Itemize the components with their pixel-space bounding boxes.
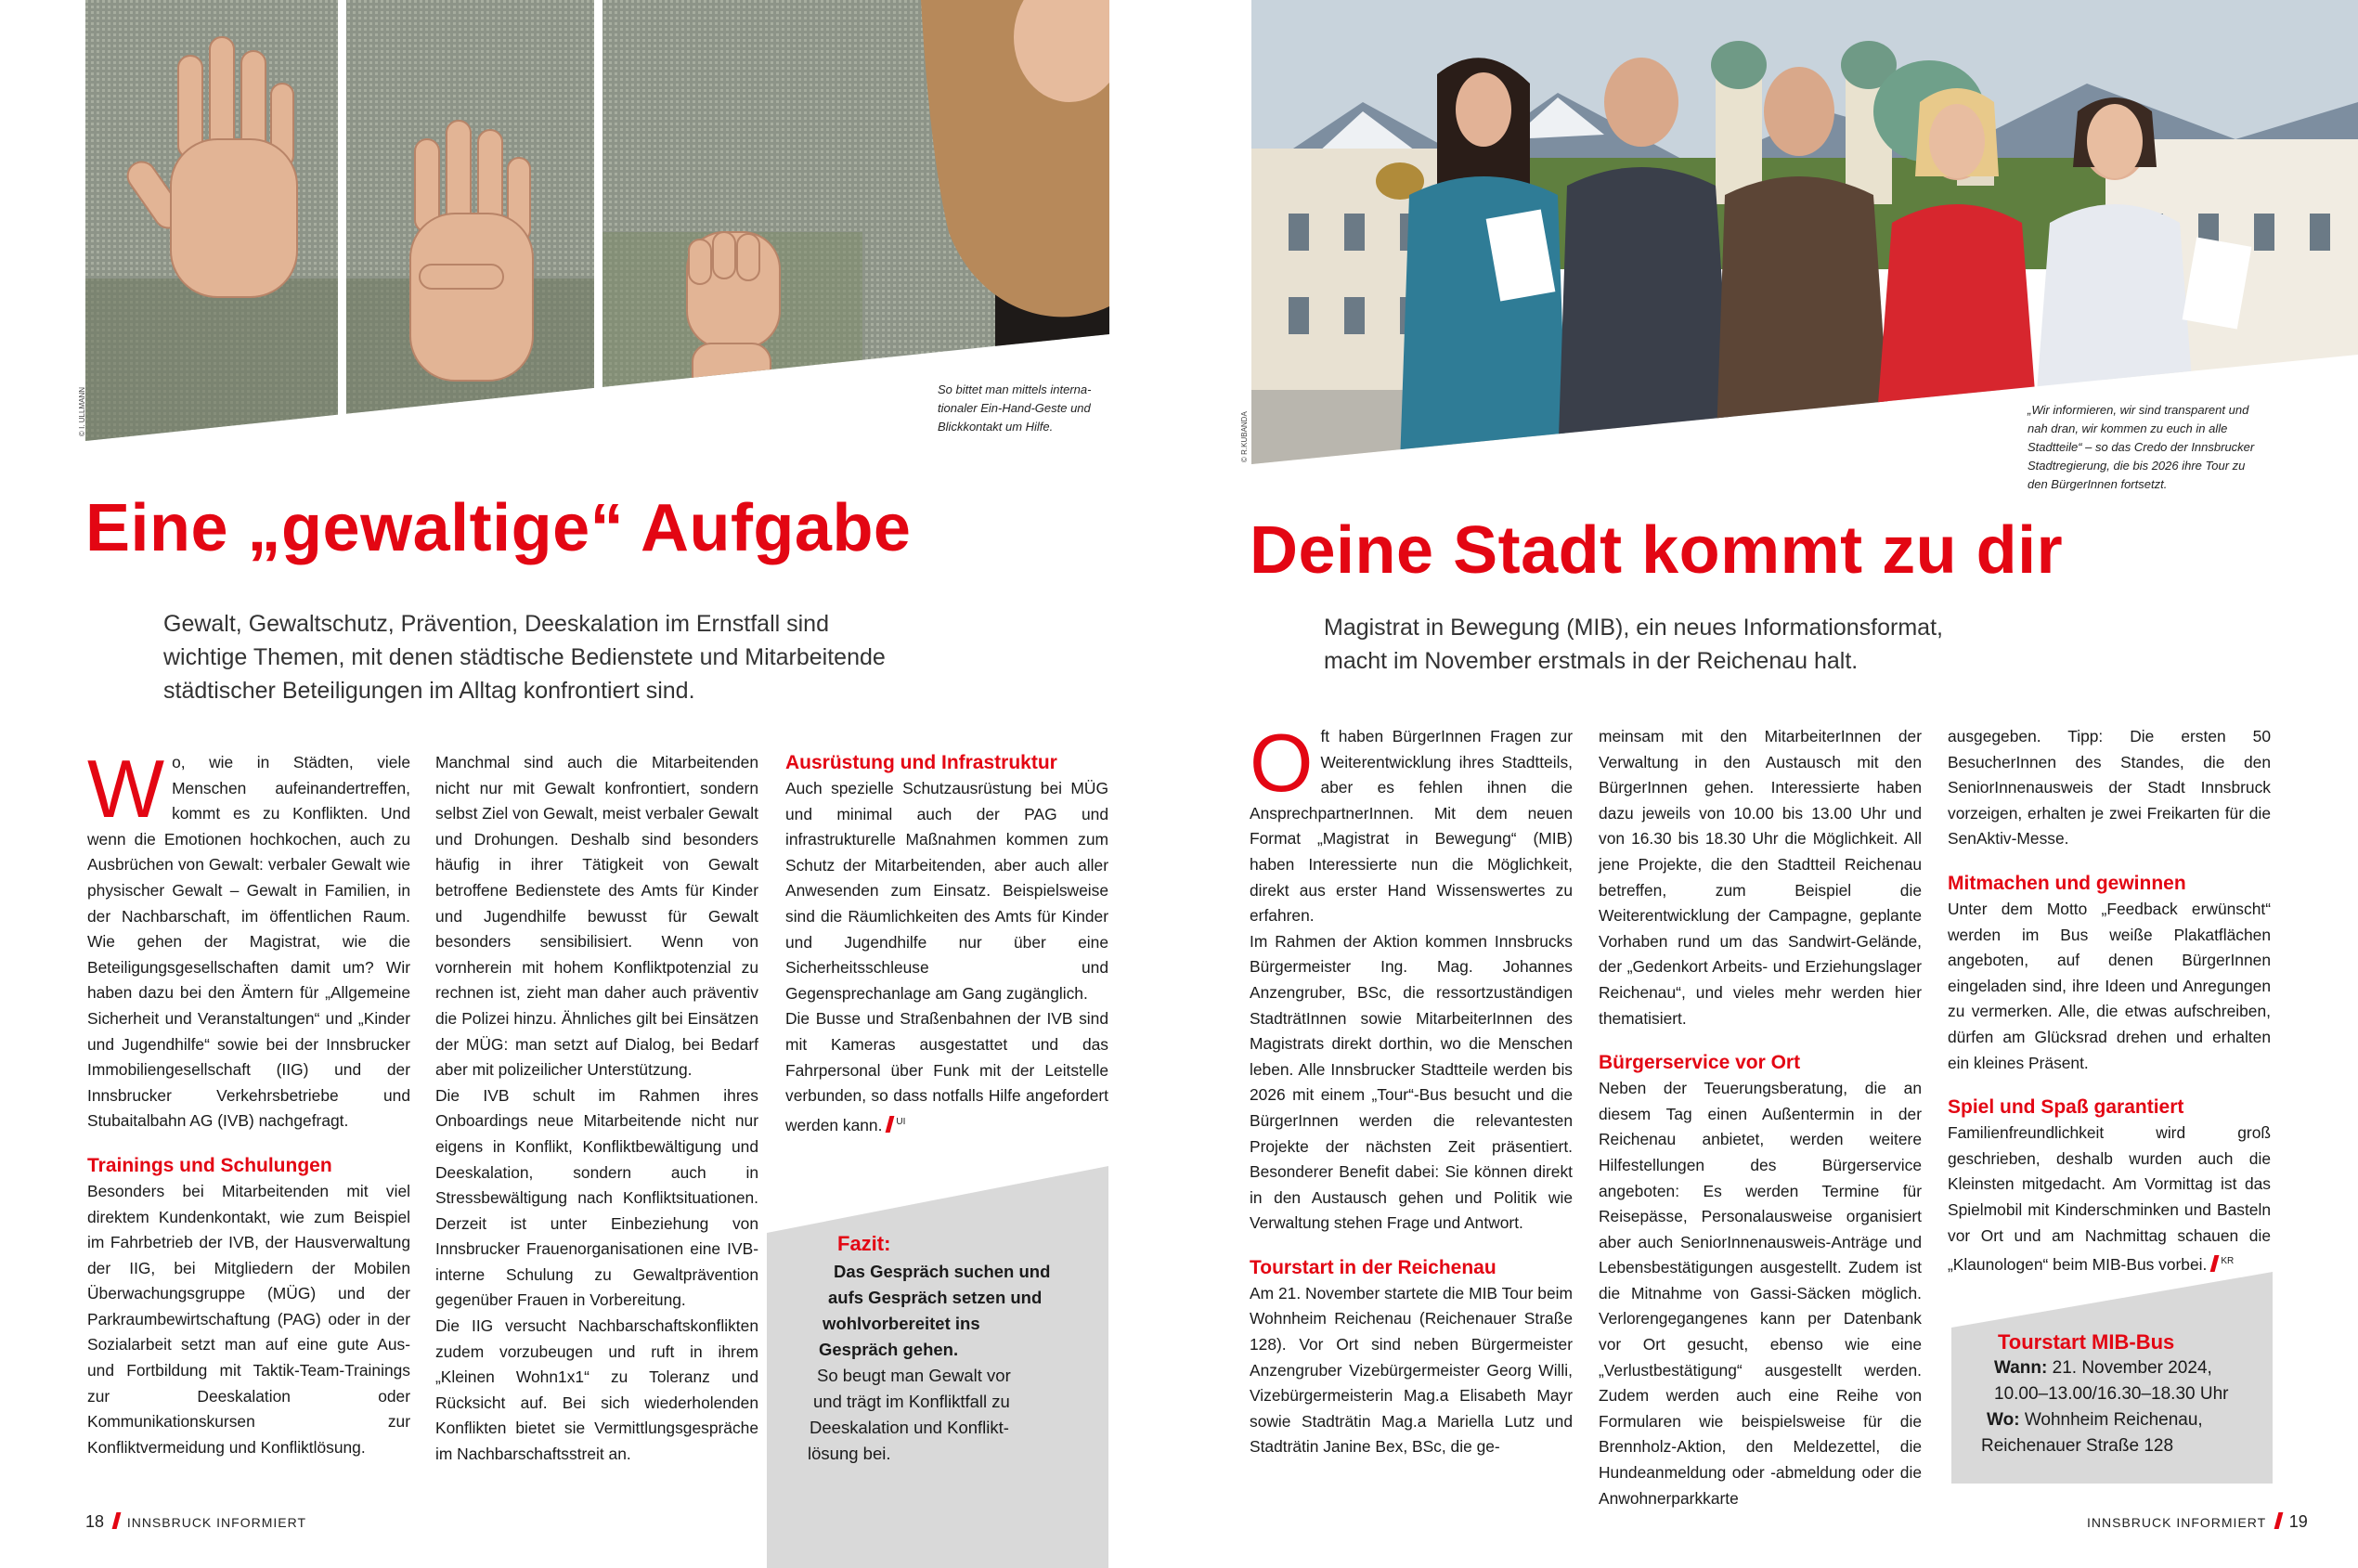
body-paragraph: Manchmal sind auch die Mitarbeitenden nicht nur mit Gewalt konfrontiert, sondern selbst Ziel von Gewalt, meist verbaler Gewalt und Drohungen. Deshalb sind besonders häufig in ihrer Tätigkeit von Gewalt betroffene Bedienstete des Amts für Kinder und Jugendhilfe bewusst für Gewalt besonders sensibilisiert. Wenn von vornherein mit hohem Konfliktpotenzial zu rechnen ist, zieht man daher auch präventiv die Polizei hinzu. Ähnliches gilt bei Einsätzen der MÜG: man setzt auf Dialog, bei Bedarf aber mit polizeilicher Unterstützung.: [435, 753, 758, 1080]
body-paragraph: Die IIG versucht Nachbarschaftskonflikten zudem vorzubeugen und ruft in ihrem „Kleinen Wohn1x1“ zu Toleranz und Rücksicht auf. Bei sich wiederholenden Konflikten bietet sie Vermittlungsgespräche im Nachbarschaftsstreit an.: [435, 1316, 758, 1464]
subheading-buergerservice: Bürgerservice vor Ort: [1599, 1052, 1801, 1074]
group-photo: [1251, 0, 2358, 464]
fazit-box: [808, 1231, 1086, 1467]
footer-slash-icon: [112, 1512, 122, 1529]
article-column-3-right: [1948, 724, 2271, 1277]
lead-right: [1324, 611, 2122, 678]
infobox-street: Reichenauer Straße 128: [1981, 1436, 2174, 1456]
page-number: 18: [85, 1512, 105, 1531]
body-paragraph: meinsam mit den MitarbeiterInnen der Verwaltung in den Austausch mit den BürgerInnen gehen. Interessierte haben dazu jeweils von 10.00 bis 13.00 Uhr und von 16.30 bis 18.30 Uhr die Möglichkeit. All jene Projekte, die den Stadtteil Reichenau betreffen, zum Beispiel die Weiterentwicklung der Campagne, geplante Vorhaben rund um das Sandwirt-Gelände, der „Gedenkort Arbeits- und Erziehungslager Reichenau“, und vieles mehr werden hier thematisiert.: [1599, 727, 1922, 1028]
body-paragraph: Im Rahmen der Aktion kommen Innsbrucks Bürgermeister Ing. Mag. Johannes Anzengruber, BSc, die ressortzuständigen StadträtInnen sowie MitarbeiterInnen des Magistrats direkt dorthin, wo die Menschen leben. Alle Innsbrucker Stadtteile werden bis 2026 mit einem „Tour“-Bus besucht und die BürgerInnen werden die relevantesten Projekte der nächsten Zeit präsentiert. Besonderer Benefit dabei: Sie können direkt in den Austausch gehen und Politik wie Verwaltung stehen Frage und Antwort.: [1250, 931, 1573, 1233]
body-paragraph: Besonders bei Mitarbeitenden mit viel direktem Kundenkontakt, wie zum Beispiel im Fahrbetrieb der IVB, der Hausverwaltung der IIG, bei Mitgliedern der Mobilen Überwachungsgruppe (MÜG) und der Parkraumbewirtschaftung (PAG) oder in der Sozialarbeit setzt man auf eine gute Aus- und Fortbildung mit Taktik-Team-Trainings zur Deeskalation oder Kommunikationskursen zur Konfliktvermeidung und Konfliktlösung.: [87, 1181, 410, 1457]
page-number: 19: [2288, 1512, 2308, 1531]
lead-left: [163, 607, 999, 707]
lead-line: Magistrat in Bewegung (MIB), ein neues Informationsformat,: [1324, 615, 1943, 641]
infobox-where: Wo: Wohnheim Reichenau,: [1987, 1410, 2203, 1430]
author-initials: KR: [2221, 1256, 2235, 1267]
lead-line: Gewalt, Gewaltschutz, Prävention, Deeskalation im Ernstfall sind: [163, 611, 829, 637]
caption-line: So bittet man mittels interna-: [938, 382, 1092, 396]
intro-paragraph: Wo, wie in Städten, viele Menschen aufeinandertreffen, kommt es zu Konflikten. Und wenn die Emotionen hochkochen, auch zu Ausbrüchen von Gewalt: verbaler Gewalt wie physischer Gewalt – Gewalt in Familien, in der Nachbarschaft, im öffentlichen Raum. Wie gehen der Magistrat, wie die Beteiligungsgesellschaften damit um? Wir haben dazu bei den Ämtern für „Allgemeine Sicherheit und Veranstaltungen“ und „Kinder und Jugendhilfe“ sowie bei der Innsbrucker Immobiliengesellschaft (IIG) und der Innsbrucker Verkehrsbetriebe und Stubaitalbahn AG (IVB) nachgefragt.: [87, 743, 410, 1131]
body-paragraph: Unter dem Motto „Feedback erwünscht“ werden im Bus weiße Plakatflächen angeboten, auf denen BürgerInnen eingeladen sind, ihre Ideen und Anregungen zu vermerken. Alle, die etwas aufschreiben, dürfen am Glücksrad drehen und erhalten ein kleines Präsent.: [1948, 899, 2271, 1072]
body-paragraph: Auch spezielle Schutzausrüstung bei MÜG und minimal auch der PAG und infrastrukturelle Maßnahmen kommen zum Schutz der Mitarbeitenden, aber auch aller Anwesenden zum Einsatz. Beispielsweise sind die Räumlichkeiten des Amts für Kinder und Jugendhilfe nur über eine Sicherheitsschleuse und Gegensprechanlage am Gang zugänglich.: [785, 779, 1108, 1003]
lead-line: städtischer Beteiligungen im Alltag konfrontiert sind.: [163, 678, 695, 704]
fazit-title: Fazit:: [837, 1232, 891, 1255]
photo-caption-left: [938, 381, 1123, 436]
intro-paragraph: Oft haben BürgerInnen Fragen zur Weiterentwicklung ihres Stadtteils, aber es fehlen ihnen die AnsprechpartnerInnen. Mit dem neuen Format „Magistrat in Bewegung“ (MIB) haben Interessierte nun die Möglichkeit, direkt aus erster Hand Wissenswertes zu erfahren.: [1250, 717, 1573, 926]
photo-credit-left: © I. ULLMANN: [78, 386, 86, 436]
article-column-1-left: [87, 743, 410, 1460]
body-paragraph: ausgegeben. Tipp: Die ersten 50 BesucherInnen des Standes, die den SeniorInnenausweis der Stadt Innsbruck vorzeigen, erhalten je zwei Freikarten für die SenAktiv-Messe.: [1948, 727, 2271, 849]
footer-publication: INNSBRUCK INFORMIERT: [126, 1515, 307, 1530]
footer-slash-icon: [2274, 1512, 2283, 1529]
body-paragraph: Die Busse und Straßenbahnen der IVB sind mit Kameras ausgestattet und das Fahrpersonal über Funk mit der Leitstelle verbunden, so dass notfalls Hilfe angefordert werden kann. $^{UI}$: [785, 1009, 1108, 1134]
infobox-when: Wann: 21. November 2024,: [1994, 1358, 2212, 1378]
info-box: [1979, 1329, 2267, 1459]
body-paragraph: Familienfreundlichkeit wird groß geschrieben, deshalb wurden auch die Kleinsten mitgedacht. Am Vormittag ist das Spielmobil mit Kinderschminken und Basteln vor Ort und am Nachmittag schauen die „Klaunologen“ beim MIB-Bus vorbei. $^{KR}$: [1948, 1123, 2271, 1274]
hand-signal-photo: [85, 0, 1109, 441]
end-slash-icon: [2210, 1255, 2220, 1272]
fazit-bold-text: Das Gespräch suchen und aufs Gespräch setzen und wohlvorbereitet ins Gespräch gehen.: [819, 1262, 1051, 1359]
dropcap: W: [87, 743, 165, 835]
subheading-mitmachen: Mitmachen und gewinnen: [1948, 872, 2186, 894]
infobox-title: Tourstart MIB-Bus: [1998, 1330, 2175, 1354]
caption-line: „Wir informieren, wir sind transparent und: [2028, 403, 2249, 417]
subheading-ausruestung: Ausrüstung und Infrastruktur: [785, 752, 1057, 773]
photo-caption-right: [2028, 401, 2306, 494]
subheading-trainings: Trainings und Schulungen: [87, 1154, 332, 1176]
body-paragraph: Am 21. November startete die MIB Tour beim Wohnheim Reichenau (Reichenauer Straße 128). Vor Ort sind neben Bürgermeister Anzengruber Vizebürgermeister Georg Willi, Vizebürgermeisterin Mag.a Elisabeth Mayr sowie Stadträtin Mag.a Mariella Lutz und Stadträtin Janine Bex, BSc, die ge-: [1250, 1283, 1573, 1457]
end-slash-icon: [886, 1116, 895, 1133]
photo-credit-right: © R.KUBANDA: [1240, 411, 1249, 462]
subheading-spiel: Spiel und Spaß garantiert: [1948, 1096, 2184, 1119]
author-initials: UI: [896, 1116, 906, 1127]
fazit-normal-text: So beugt man Gewalt vor und trägt im Konfliktfall zu Deeskalation und Konflikt- lösung bei.: [808, 1366, 1011, 1463]
lead-line: macht im November erstmals in der Reichenau halt.: [1324, 648, 1859, 674]
lead-line: wichtige Themen, mit denen städtische Bedienstete und Mitarbeitende: [163, 644, 886, 670]
article-column-1-right: [1250, 717, 1573, 1460]
article-column-3-left: [785, 750, 1108, 1138]
caption-line: Stadtregierung, die bis 2026 ihre Tour zu: [2028, 459, 2246, 473]
footer-publication: INNSBRUCK INFORMIERT: [2087, 1515, 2266, 1530]
subheading-tourstart: Tourstart in der Reichenau: [1250, 1256, 1496, 1278]
footer-left: [85, 1512, 306, 1532]
article-column-2-right: [1599, 724, 1922, 1511]
article-column-2-left: [435, 750, 758, 1468]
body-paragraph: Die IVB schult im Rahmen ihres Onboardings neue Mitarbeitende nicht nur eigens in Konflikt, Konfliktbewältigung und Deeskalation, sondern auch in Stressbewältigung nach Konfliktsituationen. Derzeit ist unter Einbeziehung von Innsbrucker Frauenorganisationen eine IVB-interne Schulung zu Gewaltprävention gegenüber Frauen in Vorbereitung.: [435, 1085, 758, 1310]
dropcap: O: [1250, 717, 1314, 809]
caption-line: Stadtteile“ – so das Credo der Innsbrucker: [2028, 440, 2255, 454]
infobox-times: 10.00–13.00/16.30–18.30 Uhr: [1994, 1384, 2229, 1404]
body-paragraph: Neben der Teuerungsberatung, die an diesem Tag einen Außentermin in der Reichenau anbietet, werden weitere Hilfestellungen des Bürgerservice angeboten: Es werden Termine für Reisepässe, Personalausweise organisiert aber auch SeniorInnenausweis-Anträge und Lebensbestätigungen ausgestellt. Zudem ist die Mitnahme von Gassi-Säcken möglich. Verlorengegangenes kann per Datenbank vor Ort gesucht, ebenso wie eine „Verlustbestätigung“ ausgestellt werden. Zudem werden auch eine Reihe von Formularen wie beispielsweise für die Brennholz-Aktion, den Meldezettel, die Hundeanmeldung oder -abmeldung oder die Anwohnerparkkarte: [1599, 1079, 1922, 1508]
caption-line: den BürgerInnen fortsetzt.: [2028, 477, 2168, 491]
headline-right: Deine Stadt kommt zu dir: [1250, 513, 2064, 588]
footer-right: [2087, 1512, 2308, 1532]
caption-line: nah dran, wir kommen zu euch in alle: [2028, 421, 2228, 435]
headline-left: Eine „gewaltige“ Aufgabe: [85, 491, 912, 565]
caption-line: tionaler Ein-Hand-Geste und: [938, 401, 1091, 415]
caption-line: Blickkontakt um Hilfe.: [938, 420, 1054, 434]
